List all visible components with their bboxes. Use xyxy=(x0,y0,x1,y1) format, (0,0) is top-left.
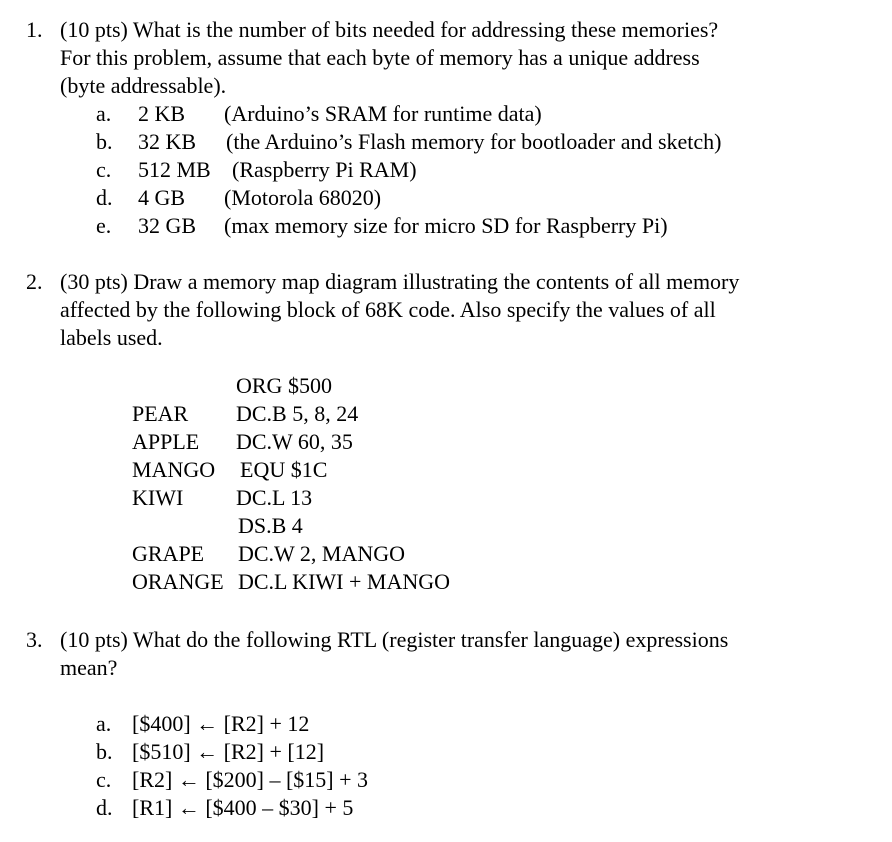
question-2-line-2: affected by the following block of 68K code. Also specify the values of all xyxy=(60,297,716,322)
code-instruction: DC.L KIWI + MANGO xyxy=(238,569,451,594)
item-letter: e. xyxy=(96,213,112,238)
question-2-line-1: (30 pts) Draw a memory map diagram illustrating the contents of all memory xyxy=(60,269,740,294)
code-instruction: DS.B 4 xyxy=(238,513,303,538)
question-1-line-2: For this problem, assume that each byte of memory has a unique address xyxy=(60,45,700,70)
item-letter: b. xyxy=(96,739,113,764)
question-2-line-3: labels used. xyxy=(60,325,163,350)
code-instruction: ORG $500 xyxy=(236,373,332,398)
item-letter: c. xyxy=(96,157,112,182)
item-description: (Raspberry Pi RAM) xyxy=(232,157,417,182)
code-instruction: DC.W 2, MANGO xyxy=(238,541,406,566)
question-3-text xyxy=(60,626,870,682)
item-letter: b. xyxy=(96,129,113,154)
code-label: GRAPE xyxy=(132,541,205,566)
rtl-expression: [R2] ← [$200] – [$15] + 3 xyxy=(132,767,369,792)
question-3-line-2: mean? xyxy=(60,655,118,680)
question-1-line-3: (byte addressable). xyxy=(60,73,227,98)
rtl-expression: [$510] ← [R2] + [12] xyxy=(132,739,325,764)
question-1-text xyxy=(60,16,870,100)
code-label: MANGO xyxy=(132,457,216,482)
item-description: (max memory size for micro SD for Raspberry Pi) xyxy=(224,213,668,238)
item-description: (the Arduino’s Flash memory for bootloader and sketch) xyxy=(226,129,722,154)
question-1-line-1: (10 pts) What is the number of bits needed for addressing these memories? xyxy=(60,17,719,42)
question-2-number: 2. xyxy=(26,269,43,294)
item-letter: c. xyxy=(96,767,112,792)
item-value: 4 GB xyxy=(138,185,186,210)
item-description: (Motorola 68020) xyxy=(224,185,382,210)
item-letter: d. xyxy=(96,795,113,820)
item-value: 32 GB xyxy=(138,213,197,238)
item-value: 32 KB xyxy=(138,129,197,154)
code-label: APPLE xyxy=(132,429,200,454)
question-3-line-1: (10 pts) What do the following RTL (register transfer language) expressions xyxy=(60,627,729,652)
item-description: (Arduino’s SRAM for runtime data) xyxy=(224,101,542,126)
question-2-text xyxy=(60,268,870,352)
question-3-number: 3. xyxy=(26,627,43,652)
item-value: 512 MB xyxy=(138,157,211,182)
rtl-expression: [R1] ← [$400 – $30] + 5 xyxy=(132,795,354,820)
code-instruction: DC.W 60, 35 xyxy=(236,429,353,454)
code-instruction: DC.L 13 xyxy=(236,485,313,510)
item-letter: d. xyxy=(96,185,113,210)
item-letter: a. xyxy=(96,711,112,736)
code-instruction: EQU $1C xyxy=(240,457,328,482)
code-label: KIWI xyxy=(132,485,184,510)
code-instruction: DC.B 5, 8, 24 xyxy=(236,401,359,426)
code-label: PEAR xyxy=(132,401,189,426)
question-1-number: 1. xyxy=(26,17,43,42)
code-label: ORANGE xyxy=(132,569,224,594)
item-value: 2 KB xyxy=(138,101,186,126)
rtl-expression: [$400] ← [R2] + 12 xyxy=(132,711,310,736)
item-letter: a. xyxy=(96,101,112,126)
